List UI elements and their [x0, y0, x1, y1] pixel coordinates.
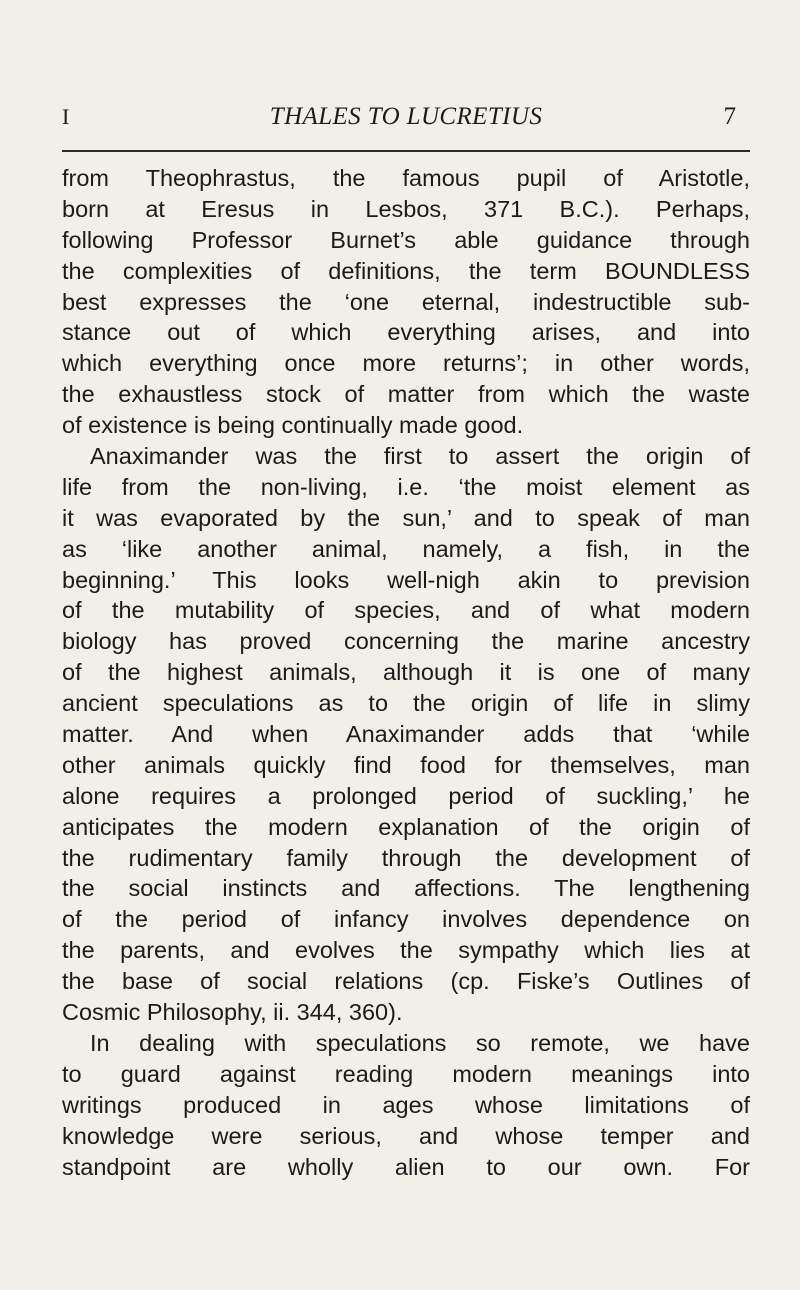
text-line: of the mutability of species, and of what modern — [62, 597, 750, 624]
text-line: writings produced in ages whose limitations of — [62, 1091, 750, 1118]
text-line: anticipates the modern explanation of the origin of — [62, 813, 750, 840]
text-line: standpoint are wholly alien to our own. For — [62, 1153, 750, 1180]
page-number: 7 — [723, 103, 736, 130]
text-line: life from the non-living, i.e. ‘the moist element as — [62, 473, 750, 500]
text-line: beginning.’ This looks well-nigh akin to prevision — [62, 566, 750, 593]
text-line: the exhaustless stock of matter from which the waste — [62, 381, 750, 408]
body-text — [62, 163, 750, 1182]
text-line: born at Eresus in Lesbos, 371 B.C.). Perhaps, — [62, 195, 750, 222]
text-line: the rudimentary family through the development of — [62, 844, 750, 871]
text-line: best expresses the ‘one eternal, indestructible sub- — [62, 288, 750, 315]
text-line: matter. And when Anaximander adds that ‘while — [62, 721, 750, 748]
text-line: as ‘like another animal, namely, a fish, in the — [62, 535, 750, 562]
text-line: ancient speculations as to the origin of life in slimy — [62, 690, 750, 717]
text-line: Anaximander was the first to assert the origin of — [90, 443, 750, 470]
text-line: stance out of which everything arises, and into — [62, 319, 750, 346]
chapter-number: I — [62, 104, 70, 129]
text-line: the parents, and evolves the sympathy which lies at — [62, 937, 750, 964]
running-header — [62, 80, 750, 130]
text-line: which everything once more returns’; in other words, — [62, 350, 750, 377]
text-line: to guard against reading modern meanings into — [62, 1060, 750, 1087]
text-line: the social instincts and affections. The lengthening — [62, 875, 750, 902]
text-line: Cosmic Philosophy, ii. 344, 360). — [62, 999, 403, 1026]
text-line: of the period of infancy involves dependence on — [62, 906, 750, 933]
text-line: from Theophrastus, the famous pupil of Aristotle, — [62, 165, 750, 191]
text-line: In dealing with speculations so remote, we have — [90, 1029, 750, 1056]
text-line: knowledge were serious, and whose temper and — [62, 1122, 750, 1149]
text-line: it was evaporated by the sun,’ and to speak of man — [62, 504, 750, 531]
running-title: THALES TO LUCRETIUS — [269, 103, 543, 130]
header-rule — [62, 150, 750, 152]
text-line: of the highest animals, although it is one of many — [62, 659, 750, 686]
text-line: the base of social relations (cp. Fiske’s Outlines of — [62, 968, 750, 995]
text-line: alone requires a prolonged period of suckling,’ he — [62, 782, 750, 809]
text-line: following Professor Burnet’s able guidance through — [62, 226, 750, 253]
text-line: the complexities of definitions, the term BOUNDLESS — [62, 257, 750, 284]
text-line: other animals quickly find food for themselves, man — [62, 751, 750, 778]
text-line: of existence is being continually made good. — [62, 412, 524, 439]
text-line: biology has proved concerning the marine ancestry — [62, 628, 750, 655]
